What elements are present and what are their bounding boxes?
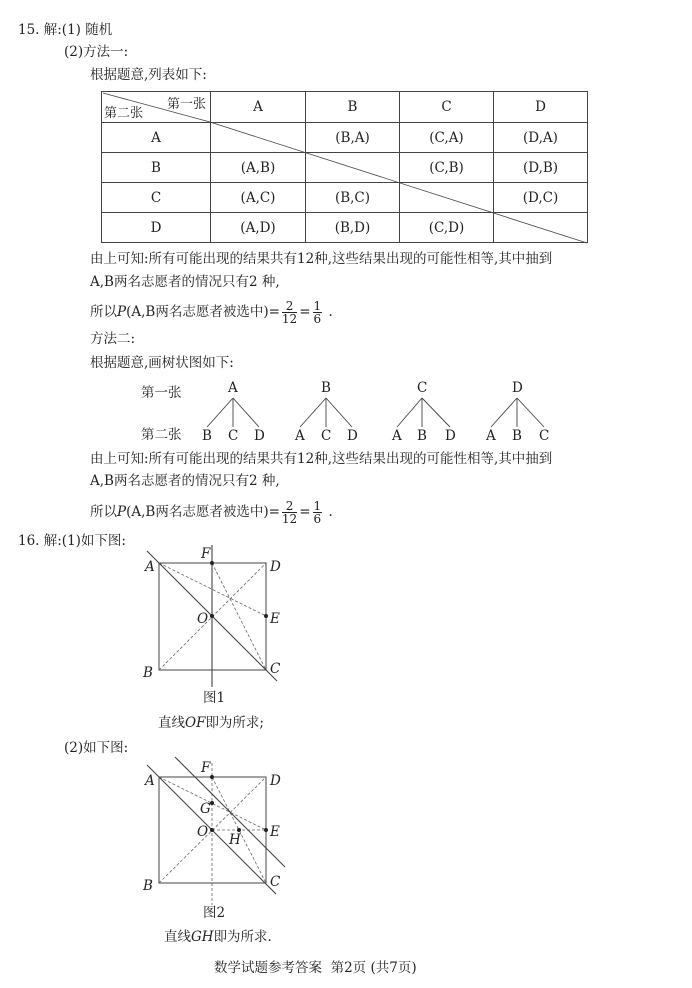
tree-conclusion-line2: A,B两名志愿者的情况只有2 种, <box>90 473 280 489</box>
point-label: B <box>143 665 153 681</box>
fraction <box>282 300 297 325</box>
tree-leaf: C <box>321 428 332 444</box>
table-cell: (D,C) <box>494 183 588 213</box>
tree-leaf: A <box>295 428 305 444</box>
point-label: H <box>229 832 241 848</box>
q15-heading: 15. 解:(1) 随机 <box>18 22 113 38</box>
text: 直线 <box>158 715 185 731</box>
table-cell: (C,A) <box>400 123 494 153</box>
denominator: 6 <box>313 512 322 526</box>
tree-conclusion-line1: 由上可知:所有可能出现的结果共有12种,这些结果出现的可能性相等,其中抽到 <box>90 451 553 467</box>
fraction <box>313 300 323 325</box>
point-label: F <box>201 546 211 562</box>
q15-table-intro: 根据题意,列表如下: <box>90 67 207 83</box>
point-label: E <box>270 611 280 627</box>
text: = <box>299 504 311 520</box>
table-cell: (B,A) <box>306 123 400 153</box>
tree-branches <box>207 398 544 427</box>
tree-leaf: B <box>417 428 427 444</box>
column-header: D <box>494 92 588 123</box>
figure-2-caption: 图2 <box>203 905 226 921</box>
text: = <box>299 304 311 320</box>
probability-result-2 <box>90 500 333 525</box>
figure-2-answer <box>164 928 272 946</box>
text: 直线 <box>164 929 191 945</box>
fraction <box>313 500 323 525</box>
text: (A,B两名志愿者被选中)= <box>126 504 280 520</box>
text: . <box>328 304 333 320</box>
point-label: G <box>200 801 211 817</box>
table-cell: (D,B) <box>494 153 588 183</box>
tree-second-label: 第二张 <box>141 427 182 443</box>
tree-leaf: B <box>202 428 212 444</box>
tree-leaf: D <box>254 428 265 444</box>
figure-1-caption: 图1 <box>203 690 226 706</box>
table-cell: (D,A) <box>494 123 588 153</box>
text: GH <box>191 929 214 945</box>
text: P <box>117 304 127 320</box>
row-header: C <box>102 183 211 213</box>
fraction <box>282 500 297 525</box>
column-header: C <box>400 92 494 123</box>
corner-diagonal <box>103 93 210 122</box>
point-label: F <box>201 760 211 776</box>
table-cell: (C,B) <box>400 153 494 183</box>
q15-part2-method1: (2)方法一: <box>64 44 129 60</box>
table-cell: (B,C) <box>306 183 400 213</box>
point-label: A <box>145 773 155 789</box>
tree-intro: 根据题意,画树状图如下: <box>90 355 234 371</box>
point-label: E <box>270 824 280 840</box>
point-label: D <box>270 559 281 575</box>
tree-root: D <box>512 380 523 396</box>
tree-root: B <box>321 380 331 396</box>
table-diagonal <box>210 122 587 243</box>
table-cell: (C,D) <box>400 213 494 243</box>
tree-leaf: B <box>512 428 522 444</box>
corner-second-label: 第二张 <box>104 106 144 121</box>
text: (A,B两名志愿者被选中)= <box>126 304 280 320</box>
figure-1-answer <box>158 714 264 732</box>
tree-root: A <box>228 380 238 396</box>
tree-root: C <box>417 380 428 396</box>
tree-leaf: D <box>347 428 358 444</box>
corner-first-label: 第一张 <box>166 97 206 112</box>
column-header: A <box>211 92 306 123</box>
table-conclusion-line1: 由上可知:所有可能出现的结果共有12种,这些结果出现的可能性相等,其中抽到 <box>90 251 553 267</box>
text: . <box>328 504 333 520</box>
denominator: 6 <box>313 312 322 326</box>
probability-result-1 <box>90 300 333 325</box>
point-label: A <box>145 559 155 575</box>
method2-heading: 方法二: <box>90 331 136 347</box>
text: 所以 <box>90 304 117 320</box>
numerator: 1 <box>313 299 322 313</box>
numerator: 1 <box>313 499 322 513</box>
table-cell: (A,B) <box>211 153 306 183</box>
point-label: O <box>197 611 209 627</box>
text: 即为所求; <box>205 715 264 731</box>
tree-first-label: 第一张 <box>141 385 182 401</box>
point-label: C <box>270 661 281 677</box>
numerator: 2 <box>282 500 297 513</box>
point-label: C <box>270 874 281 890</box>
tree-leaf: A <box>392 428 402 444</box>
tree-leaf: C <box>228 428 239 444</box>
numerator: 2 <box>282 300 297 313</box>
row-header: B <box>102 153 211 183</box>
text: 所以 <box>90 504 117 520</box>
point-label: O <box>197 824 209 840</box>
q16-part2-heading: (2)如下图: <box>64 740 129 756</box>
table-cell: (B,D) <box>306 213 400 243</box>
point-label: B <box>143 878 153 894</box>
figure-1 <box>147 545 277 687</box>
text: P <box>117 504 127 520</box>
table-cell: (A,C) <box>211 183 306 213</box>
table-conclusion-line2: A,B两名志愿者的情况只有2 种, <box>90 274 280 290</box>
page-footer: 数学试题参考答案 第2页 (共7页) <box>214 960 417 976</box>
q16-heading: 16. 解:(1)如下图: <box>18 533 126 549</box>
text: OF <box>185 715 206 731</box>
text: 即为所求. <box>213 929 272 945</box>
figure-2 <box>147 757 285 905</box>
tree-leaf: A <box>486 428 496 444</box>
column-header: B <box>306 92 400 123</box>
denominator: 12 <box>281 312 298 326</box>
row-header: A <box>102 123 211 153</box>
tree-leaf: D <box>445 428 456 444</box>
row-header: D <box>102 213 211 243</box>
tree-leaf: C <box>539 428 550 444</box>
denominator: 12 <box>281 512 298 526</box>
table-cell: (A,D) <box>211 213 306 243</box>
point-label: D <box>270 773 281 789</box>
